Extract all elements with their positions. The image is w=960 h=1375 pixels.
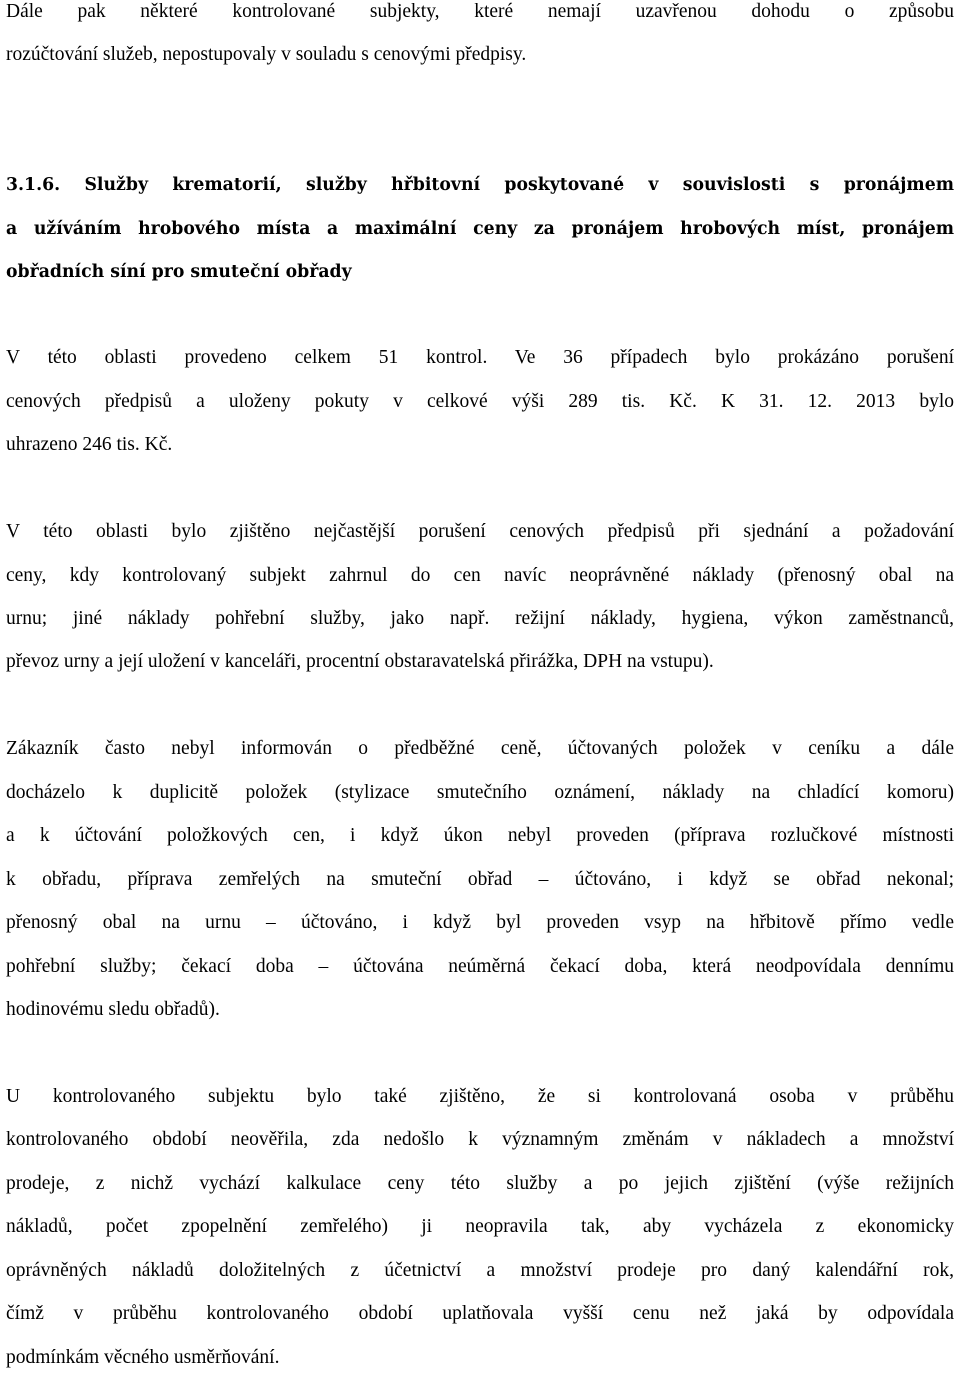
text-line: prodeje, z nichž vychází kalkulace ceny této služby a po jejich zjištění (výše režijních <box>6 1173 954 1194</box>
text-line: oprávněných nákladů doložitelných z účetnictví a množství prodeje pro daný kalendářní rok, <box>6 1260 954 1281</box>
text-line: převoz urny a její uložení v kanceláři, procentní obstaravatelská přirážka, DPH na vstupu). <box>6 651 714 672</box>
heading-line: obřadních síní pro smuteční obřady <box>6 262 352 282</box>
heading-line: 3.1.6. Služby krematorií, služby hřbitovní poskytované v souvislosti s pronájmem <box>6 175 954 195</box>
text-line: a k účtování položkových cen, i když úkon nebyl proveden (příprava rozlučkové místnosti <box>6 825 954 846</box>
text-line: urnu; jiné náklady pohřební služby, jako např. režijní náklady, hygiena, výkon zaměstnanců, <box>6 608 954 629</box>
heading-line: a užíváním hrobového místa a maximální ceny za pronájem hrobových míst, pronájem <box>6 219 954 239</box>
text-line: ceny, kdy kontrolovaný subjekt zahrnul do cen navíc neoprávněné náklady (přenosný obal na <box>6 565 954 586</box>
text-line: V této oblasti provedeno celkem 51 kontrol. Ve 36 případech bylo prokázáno porušení <box>6 347 954 368</box>
text-line: docházelo k duplicitě položek (stylizace smutečního oznámení, náklady na chladící komoru) <box>6 782 954 803</box>
text-line: U kontrolovaného subjektu bylo také zjištěno, že si kontrolovaná osoba v průběhu <box>6 1086 954 1107</box>
text-line: k obřadu, příprava zemřelých na smuteční obřad – účtováno, i když se obřad nekonal; <box>6 869 954 890</box>
text-line: rozúčtování služeb, nepostupovaly v souladu s cenovými předpisy. <box>6 44 527 65</box>
text-line: uhrazeno 246 tis. Kč. <box>6 434 173 455</box>
text-line: pohřební služby; čekací doba – účtována neúměrná čekací doba, která neodpovídala dennímu <box>6 956 954 977</box>
text-line: cenových předpisů a uloženy pokuty v celkové výši 289 tis. Kč. K 31. 12. 2013 bylo <box>6 391 954 412</box>
text-line: podmínkám věcného usměrňování. <box>6 1347 280 1368</box>
text-line: V této oblasti bylo zjištěno nejčastější porušení cenových předpisů při sjednání a požadování <box>6 521 954 542</box>
text-line: nákladů, počet zpopelnění zemřelého) ji neopravila tak, aby vycházela z ekonomicky <box>6 1216 954 1237</box>
text-line: Zákazník často nebyl informován o předběžné ceně, účtovaných položek v ceníku a dále <box>6 738 954 759</box>
text-line: hodinovému sledu obřadů). <box>6 999 220 1020</box>
text-line: Dále pak některé kontrolované subjekty, které nemají uzavřenou dohodu o způsobu <box>6 1 954 22</box>
text-line: přenosný obal na urnu – účtováno, i když byl proveden vsyp na hřbitově přímo vedle <box>6 912 954 933</box>
text-line: kontrolovaného období neověřila, zda nedošlo k významným změnám v nákladech a množství <box>6 1129 954 1150</box>
text-line: čímž v průběhu kontrolovaného období uplatňovala vyšší cenu než jaká by odpovídala <box>6 1303 954 1324</box>
